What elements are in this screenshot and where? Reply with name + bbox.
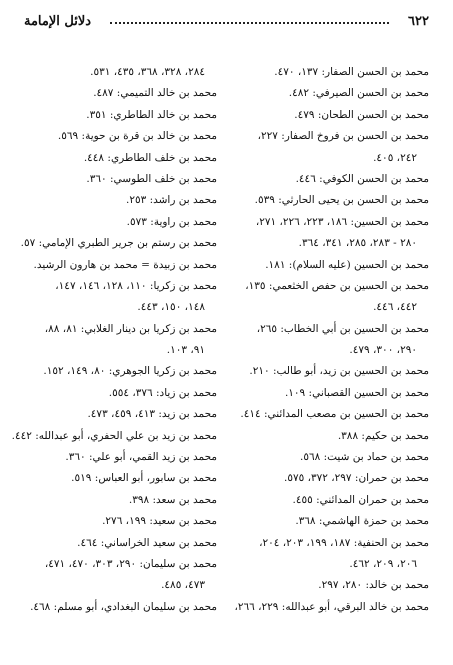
index-entry: محمد بن راوية: ٥٧٣. (126, 215, 217, 228)
index-entry-continuation: ١٤٨، ١٥٠، ٤٤٣. (137, 301, 205, 314)
index-entry: محمد بن حماد بن شيت: ٥٦٨. (299, 451, 429, 464)
running-title: دلائل الإمامة (24, 14, 92, 29)
index-entry: محمد بن راشد: ٢٥٣. (125, 194, 217, 207)
index-entry-continuation: ٤٧٣، ٤٨٥. (161, 579, 205, 592)
index-entry: محمد بن حمران المدائني: ٤٥٥. (292, 493, 429, 506)
index-entry-continuation: ٤٤٢، ٤٤٦. (373, 301, 417, 314)
index-entry: محمد بن الحسن الطحان: ٤٧٩. (294, 108, 429, 121)
index-entry: محمد بن زيد بن علي الحفري، أبو عبدالله: ٤٤٢. (11, 429, 217, 442)
index-entry: محمد بن زيد: ٤١٣، ٤٥٩، ٤٧٣. (87, 408, 217, 421)
index-entry: محمد بن خالد الطاطري: ٣٥١. (86, 108, 217, 121)
index-entry-continuation: ٩١، ١٠٣. (166, 344, 205, 357)
index-entry: محمد بن حكيم: ٣٨٨. (337, 429, 429, 442)
index-entry: محمد بن خلف الطوسي: ٣٦٠. (86, 172, 217, 185)
index-entry: محمد بن الحسن الصفار: ١٣٧، ٤٧٠. (274, 66, 429, 78)
index-entry: محمد بن سليمان البغدادي، أبو مسلم: ٤٦٨. (30, 600, 217, 613)
index-entry: محمد بن حمزة الهاشمي: ٣٦٨. (295, 515, 429, 528)
index-entry: محمد بن خالد البرقي، أبو عبدالله: ٢٢٩، ٢٦٦، (234, 600, 429, 613)
page-number: ٦٢٢ (408, 14, 429, 29)
index-entry: محمد بن الحسين القصباني: ١٠٩. (284, 386, 429, 399)
index-entry: محمد بن خالد التميمي: ٤٨٧. (93, 87, 217, 100)
index-entry: محمد بن الحسين: ١٨٦، ٢٢٣، ٢٢٦، ٢٧١، (255, 215, 429, 228)
index-entry: محمد بن الحسن الكوفي: ٤٤٦. (295, 172, 429, 185)
index-entry-continuation: ٢٩٠، ٣٠٠، ٤٧٩. (349, 344, 417, 357)
index-entry: محمد بن خالد: ٢٨٠، ٢٩٧. (318, 579, 429, 592)
index-entry: محمد بن الحنفية: ١٨٧، ١٩٩، ٢٠٣، ٢٠٤، (259, 536, 429, 549)
index-entry: محمد بن سعيد الخراساني: ٤٦٤. (77, 536, 217, 549)
index-entry: محمد بن رستم بن جرير الطبري الإمامي: ٥٧. (20, 237, 217, 250)
index-entry: محمد بن خلف الطاطري: ٤٤٨. (83, 151, 217, 164)
index-entry: محمد بن سليمان: ٢٩٠، ٣٠٣، ٤٧٠، ٤٧١، (44, 557, 217, 570)
index-entry: محمد بن زكريا الجوهري: ٨٠، ١٤٩، ١٥٢. (43, 365, 217, 378)
index-entry-continuation: ٢٨٤، ٣٢٨، ٣٦٨، ٤٣٥، ٥٣١. (90, 66, 205, 78)
index-entry: محمد بن زبيدة = محمد بن هارون الرشيد. (33, 258, 217, 271)
index-entry: محمد بن الحسين بن مصعب المدائني: ٤١٤. (240, 408, 429, 421)
index-entry-continuation: ٢٠٦، ٢٠٩، ٤٦٢. (349, 557, 417, 570)
index-entry: محمد بن خالد بن قرة بن حوية: ٥٦٩. (57, 130, 217, 143)
index-entry: محمد بن زكريا: ١١٠، ١٢٨، ١٤٦، ١٤٧، (55, 279, 217, 292)
index-column-right (233, 62, 429, 618)
index-entry: محمد بن حمران: ٢٩٧، ٣٧٢، ٥٧٥. (283, 472, 429, 485)
index-entry: محمد بن زيد القمي، أبو علي: ٣٦٠. (65, 451, 217, 464)
index-entry: محمد بن سعد: ٣٩٨. (128, 493, 217, 506)
header-dotted-rule (110, 22, 389, 24)
index-entry-continuation: ٢٤٢، ٤٠٥. (373, 151, 417, 164)
index-entry: محمد بن الحسين بن أبي الخطاب: ٢٦٥، (256, 322, 429, 335)
index-entry: محمد بن زكريا بن دينار الغلابي: ٨١، ٨٨، (44, 322, 217, 335)
index-entry: محمد بن الحسين بن زيد، أبو طالب: ٢١٠. (249, 365, 429, 378)
page-header (24, 14, 429, 34)
index-entry: محمد بن الحسن بن فروخ الصفار: ٢٢٧، (257, 130, 429, 143)
index-entry-continuation: ٢٨٠ - ٢٨٣، ٢٨٥، ٣٤١، ٣٦٤. (298, 237, 417, 250)
index-entry: محمد بن سعيد: ١٩٩، ٢٧٦. (102, 515, 217, 528)
index-entry: محمد بن الحسن الصيرفي: ٤٨٢. (288, 87, 429, 100)
index-entry: محمد بن سابور، أبو العباس: ٥١٩. (71, 472, 217, 485)
index-entry: محمد بن الحسن بن يحيى الحارثي: ٥٣٩. (254, 194, 429, 207)
index-column-left (11, 62, 217, 618)
index-entry: محمد بن زياد: ٣٧٦، ٥٥٤. (108, 386, 217, 399)
index-entry: محمد بن الحسين (عليه السلام): ١٨١. (265, 258, 429, 271)
index-entry: محمد بن الحسين بن حفص الخثعمي: ١٣٥، (245, 279, 429, 292)
